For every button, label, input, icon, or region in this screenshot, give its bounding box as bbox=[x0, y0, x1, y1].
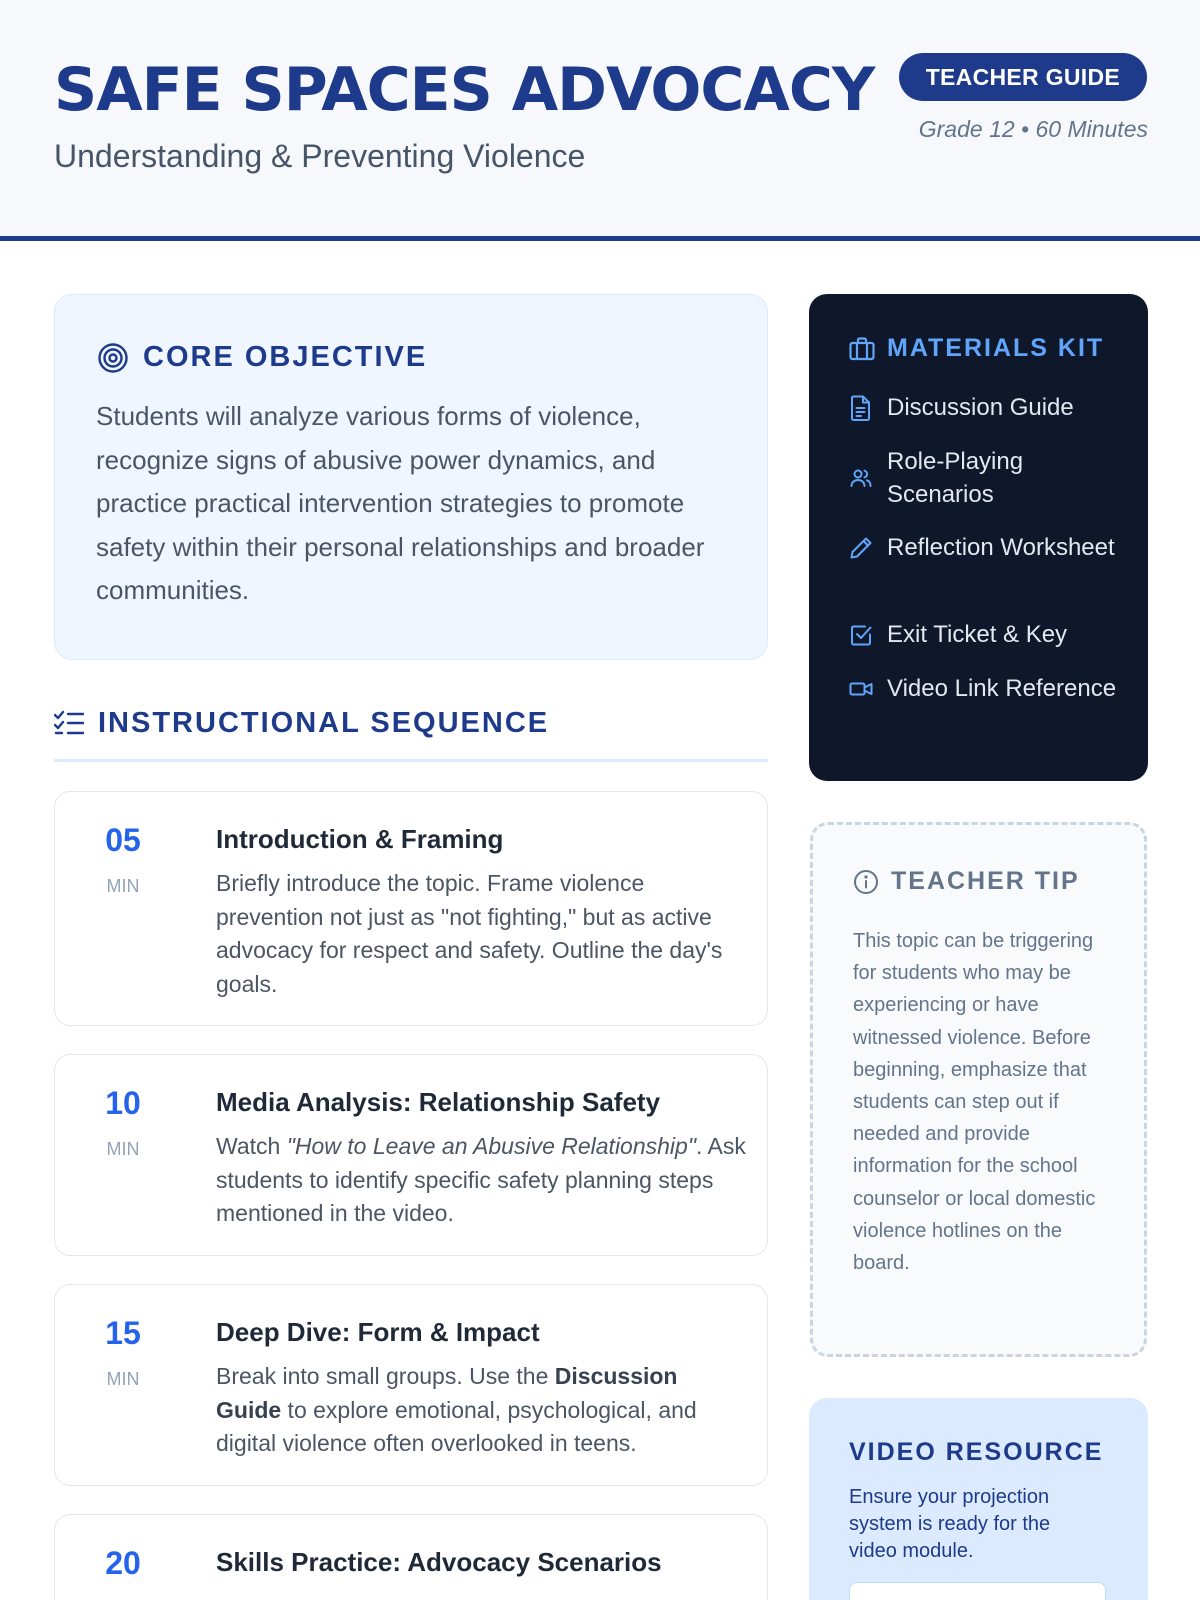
video-resource-card bbox=[809, 1398, 1148, 1600]
sequence-step bbox=[54, 791, 768, 1026]
materials-kit-label: MATERIALS KIT bbox=[887, 334, 1105, 362]
teacher-tip-card bbox=[810, 822, 1147, 1357]
page-subtitle: Understanding & Preventing Violence bbox=[54, 138, 586, 174]
sequence-step bbox=[54, 1284, 768, 1486]
page-title: SAFE SPACES ADVOCACY bbox=[54, 55, 875, 125]
page-header bbox=[0, 0, 1200, 241]
step-minutes: 10 bbox=[105, 1085, 141, 1121]
video-embed-box[interactable] bbox=[849, 1582, 1106, 1600]
target-icon bbox=[97, 342, 129, 374]
materials-kit-heading bbox=[849, 334, 1104, 363]
teacher-tip-heading bbox=[853, 867, 1080, 896]
step-minutes: 15 bbox=[105, 1315, 141, 1351]
step-title: Media Analysis: Relationship Safety bbox=[216, 1087, 661, 1117]
materials-kit-card bbox=[809, 294, 1148, 781]
video-resource-text: Ensure your projection system is ready for the video module. bbox=[849, 1486, 1051, 1562]
materials-item-label: Role-Playing Scenarios bbox=[887, 448, 1024, 508]
check-square-icon bbox=[849, 623, 873, 647]
teacher-tip-label: TEACHER TIP bbox=[891, 867, 1080, 895]
video-resource-label: VIDEO RESOURCE bbox=[849, 1438, 1104, 1466]
step-unit: MIN bbox=[106, 876, 140, 896]
grade-duration-meta: Grade 12 • 60 Minutes bbox=[918, 116, 1148, 142]
materials-item bbox=[849, 618, 1117, 651]
sequence-step bbox=[54, 1054, 768, 1256]
materials-item-label: Exit Ticket & Key bbox=[887, 621, 1068, 648]
step-title: Introduction & Framing bbox=[216, 824, 504, 854]
materials-item bbox=[849, 391, 1117, 424]
users-icon bbox=[849, 466, 873, 490]
materials-item bbox=[849, 672, 1117, 705]
list-checks-icon bbox=[54, 710, 84, 736]
document-icon bbox=[849, 395, 873, 421]
video-title-emphasis: "How to Leave an Abusive Relationship" bbox=[286, 1133, 696, 1159]
step-description: Break into small groups. Use the Discussion Guide to explore emotional, psychological, and digital violence often overlooked in teens. bbox=[216, 1363, 697, 1456]
teacher-guide-badge: TEACHER GUIDE bbox=[899, 53, 1147, 101]
step-unit: MIN bbox=[106, 1139, 140, 1159]
pencil-icon bbox=[849, 536, 873, 560]
discussion-guide-reference: Discussion Guide bbox=[216, 1363, 678, 1423]
step-minutes: 05 bbox=[105, 822, 141, 858]
materials-item-label: Video Link Reference bbox=[887, 675, 1117, 702]
info-icon bbox=[853, 869, 879, 895]
materials-item-label: Reflection Worksheet bbox=[887, 534, 1115, 561]
core-objective-heading bbox=[97, 341, 427, 374]
step-title: Deep Dive: Form & Impact bbox=[216, 1317, 540, 1347]
step-description: Watch "How to Leave an Abusive Relationship". Ask students to identify specific safety planning steps mentioned in the video. bbox=[216, 1133, 746, 1226]
materials-item-label: Discussion Guide bbox=[887, 394, 1074, 421]
materials-item bbox=[849, 445, 1117, 511]
step-minutes: 20 bbox=[105, 1545, 141, 1581]
core-objective-card bbox=[54, 294, 768, 660]
sequence-step bbox=[54, 1514, 768, 1600]
step-unit: MIN bbox=[106, 1369, 140, 1389]
instructional-sequence-label: INSTRUCTIONAL SEQUENCE bbox=[98, 707, 550, 739]
briefcase-icon bbox=[849, 337, 875, 361]
teacher-tip-text: This topic can be triggering for students who may be experiencing or have witnessed violence. Before beginning, emphasize that students can step out if needed and provide information for the school counselor or local domestic violence hotlines on the board. bbox=[853, 930, 1096, 1275]
instructional-sequence-heading bbox=[54, 702, 768, 762]
materials-item bbox=[849, 531, 1117, 564]
step-title: Skills Practice: Advocacy Scenarios bbox=[216, 1547, 662, 1577]
core-objective-text: Students will analyze various forms of violence, recognize signs of abusive power dynamics, and practice practical intervention strategies to promote safety within their personal relationships and broader communities. bbox=[96, 401, 705, 605]
core-objective-label: CORE OBJECTIVE bbox=[143, 341, 428, 373]
step-description: Briefly introduce the topic. Frame violence prevention not just as "not fighting," but as active advocacy for respect and safety. Outline the day's goals. bbox=[216, 870, 723, 997]
video-icon bbox=[849, 677, 873, 701]
